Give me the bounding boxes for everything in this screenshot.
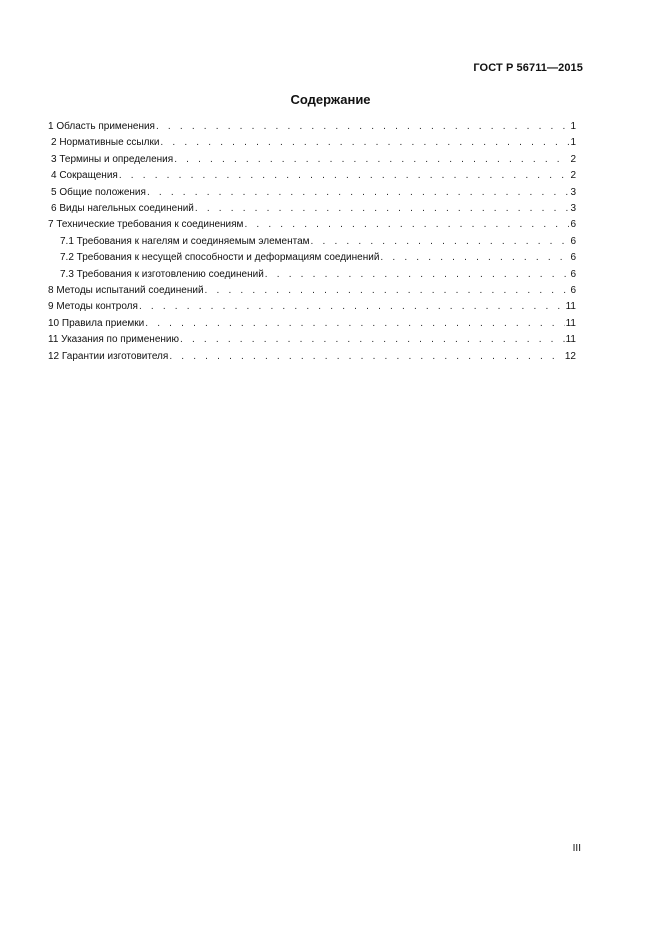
- toc-item[interactable]: [48, 349, 576, 365]
- toc-item-label: 8 Методы испытаний соединений: [48, 285, 204, 297]
- toc-item-page: 2: [570, 170, 576, 182]
- toc-leader-dots: [180, 332, 565, 348]
- toc-item[interactable]: [48, 152, 576, 168]
- toc-leader-dots: [380, 250, 569, 266]
- toc-item-page: 2: [570, 153, 576, 165]
- toc-item-label: 11 Указания по применению: [48, 334, 180, 346]
- toc-item-label: 2 Нормативные ссылки: [51, 137, 160, 149]
- toc-item-label: 7.2 Требования к несущей способности и деформациям соединений: [60, 252, 380, 264]
- toc-leader-dots: [119, 168, 570, 184]
- toc-leader-dots: [174, 152, 569, 168]
- toc-item-page: 11: [565, 301, 576, 313]
- toc-item[interactable]: [48, 332, 576, 348]
- toc-item-page: 6: [570, 268, 576, 280]
- toc-item-label: 7.1 Требования к нагелям и соединяемым элементам: [60, 235, 310, 247]
- toc-item-label: 6 Виды нагельных соединений: [51, 203, 194, 215]
- toc-leader-dots: [156, 119, 569, 135]
- document-id: ГОСТ Р 56711—2015: [473, 62, 583, 74]
- toc-item[interactable]: [48, 217, 576, 233]
- toc-leader-dots: [195, 201, 570, 217]
- toc-item[interactable]: [48, 201, 576, 217]
- toc-leader-dots: [160, 135, 569, 151]
- toc-leader-dots: [145, 316, 564, 332]
- toc-leader-dots: [265, 267, 570, 283]
- toc-leader-dots: [311, 234, 570, 250]
- toc-subitem[interactable]: [48, 234, 576, 250]
- toc-item[interactable]: [48, 185, 576, 201]
- toc-item[interactable]: [48, 119, 576, 135]
- toc-leader-dots: [205, 283, 570, 299]
- toc-item-label: 1 Область применения: [48, 121, 155, 132]
- toc-item-page: 6: [570, 252, 576, 264]
- toc-item[interactable]: [48, 299, 576, 315]
- page-number: III: [572, 843, 581, 854]
- toc-subitem[interactable]: [48, 250, 576, 266]
- toc-item[interactable]: [48, 168, 576, 184]
- toc-item-page: 11: [565, 334, 576, 346]
- toc-item-page: 3: [570, 203, 576, 215]
- toc-item[interactable]: [48, 135, 576, 151]
- toc-item-page: 1: [570, 121, 576, 132]
- toc-leader-dots: [244, 217, 569, 233]
- toc-leader-dots: [147, 185, 570, 201]
- toc-item-label: 4 Сокращения: [51, 170, 118, 182]
- toc-item[interactable]: [48, 283, 576, 299]
- toc-item-page: 6: [570, 285, 576, 297]
- toc-leader-dots: [139, 299, 565, 315]
- toc-item-label: 5 Общие положения: [51, 186, 146, 198]
- toc-subitem[interactable]: [48, 267, 576, 283]
- toc-item-page: 12: [564, 350, 576, 362]
- toc-item-label: 9 Методы контроля: [48, 301, 138, 313]
- toc-item-label: 10 Правила приемки: [48, 317, 145, 329]
- toc-item-page: 3: [570, 186, 576, 198]
- toc-item-label: 7 Технические требования к соединениям: [48, 219, 244, 231]
- page-title: Содержание: [290, 92, 371, 107]
- toc-item-label: 7.3 Требования к изготовлению соединений: [60, 268, 264, 280]
- toc-item-page: 6: [570, 235, 576, 247]
- toc-leader-dots: [169, 349, 564, 365]
- toc-item-page: 6: [570, 219, 576, 231]
- toc-item[interactable]: [48, 316, 576, 332]
- toc-item-page: 11: [565, 317, 576, 329]
- toc-item-label: 12 Гарантии изготовителя: [48, 350, 169, 362]
- table-of-contents: [48, 119, 576, 365]
- toc-item-label: 3 Термины и определения: [51, 153, 174, 165]
- toc-item-page: 1: [570, 137, 576, 149]
